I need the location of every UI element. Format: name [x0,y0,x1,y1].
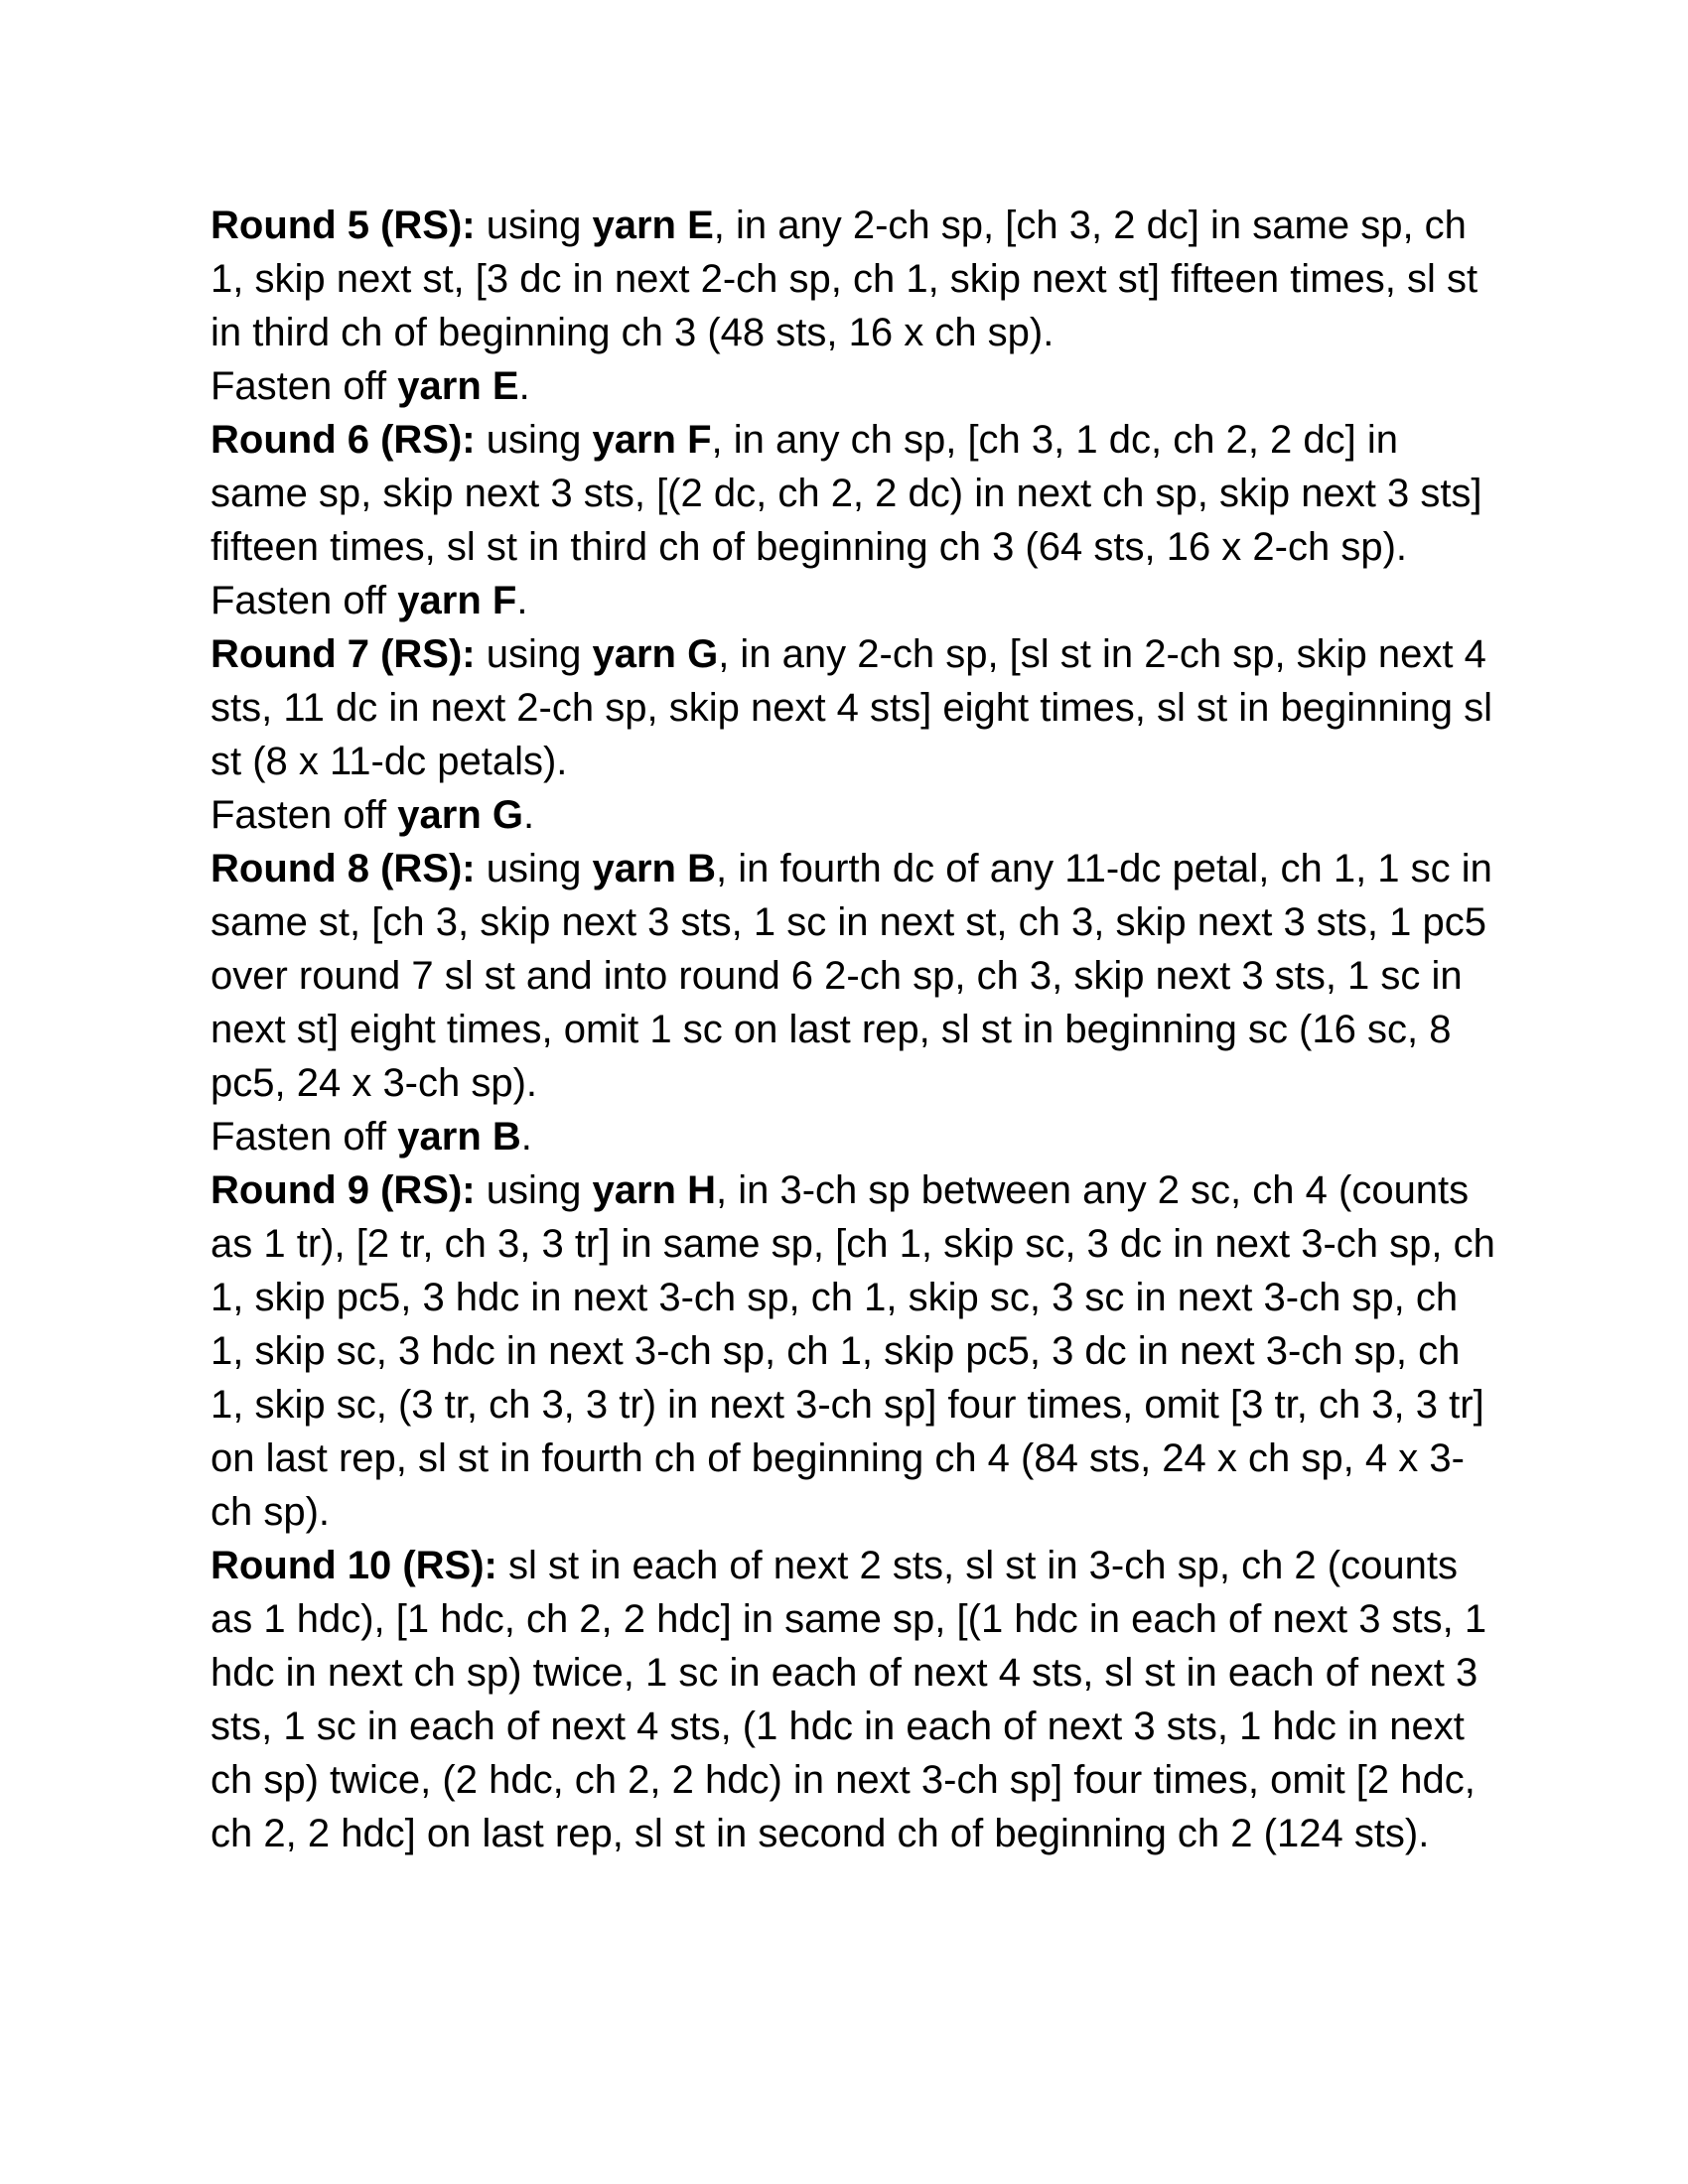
round-6-heading: Round 6 (RS): [211,418,476,462]
round-9-instructions: , in 3-ch sp between any 2 sc, ch 4 (counts as 1 tr), [2 tr, ch 3, 3 tr] in same sp, [ch 1, skip sc, 3 dc in next 3-ch sp, ch 1, skip pc5, 3 hdc in next 3-ch sp, ch 1, skip sc, 3 sc in next 3-ch sp, ch 1, skip sc, 3 hdc in next 3-ch sp, ch 1, skip pc5, 3 dc in next 3-ch sp, ch 1, skip sc, (3 tr, ch 3, 3 tr) in next 3-ch sp] four times, omit [3 tr, ch 3, 3 tr] on last rep, sl st in fourth ch of beginning ch 4 (84 sts, 24 x ch sp, 4 x 3-ch sp). [211,1168,1495,1534]
round-6-paragraph [211,413,1501,574]
round-10-paragraph [211,1539,1501,1860]
pattern-document [211,199,1501,1860]
round-5-instructions: , in any 2-ch sp, [ch 3, 2 dc] in same sp, ch 1, skip next st, [3 dc in next 2-ch sp, ch 1, skip next st] fifteen times, sl st in third ch of beginning ch 3 (48 sts, 16 x ch sp). [211,204,1478,354]
round-9-paragraph [211,1163,1501,1539]
round-5-heading: Round 5 (RS): [211,204,476,247]
round-7-using: using [475,632,593,676]
round-6-yarn: yarn F [592,418,712,462]
fasten-off-period: . [520,1115,532,1159]
round-8-instructions: , in fourth dc of any 11-dc petal, ch 1, 1 sc in same st, [ch 3, skip next 3 sts, 1 sc in next st, ch 3, skip next 3 sts, 1 pc5 over round 7 sl st and into round 6 2-ch sp, ch 3, skip next 3 sts, 1 sc in next st] eight times, omit 1 sc on last rep, sl st in beginning sc (16 sc, 8 pc5, 24 x 3-ch sp). [211,847,1492,1105]
round-10-instructions: sl st in each of next 2 sts, sl st in 3-ch sp, ch 2 (counts as 1 hdc), [1 hdc, ch 2, 2 hdc] in same sp, [(1 hdc in each of next 3 sts, 1 hdc in next ch sp) twice, 1 sc in each of next 4 sts, sl st in each of next 3 sts, 1 sc in each of next 4 sts, (1 hdc in each of next 3 sts, 1 hdc in next ch sp) twice, (2 hdc, ch 2, 2 hdc) in next 3-ch sp] four times, omit [2 hdc, ch 2, 2 hdc] on last rep, sl st in second ch of beginning ch 2 (124 sts). [211,1544,1487,1855]
round-7-fasten-off [211,788,1501,842]
round-8-paragraph [211,842,1501,1110]
fasten-off-label: Fasten off [211,364,398,408]
fasten-off-period: . [518,364,530,408]
fasten-off-yarn: yarn G [397,793,523,837]
round-5-using: using [475,204,593,247]
round-5-yarn: yarn E [592,204,714,247]
round-10-heading: Round 10 (RS): [211,1544,497,1587]
round-8-yarn: yarn B [592,847,716,890]
round-9-heading: Round 9 (RS): [211,1168,476,1212]
round-6-using: using [475,418,593,462]
round-7-yarn: yarn G [592,632,719,676]
round-9-using: using [475,1168,593,1212]
round-9-yarn: yarn H [592,1168,716,1212]
fasten-off-label: Fasten off [211,793,398,837]
fasten-off-label: Fasten off [211,1115,398,1159]
round-5-paragraph [211,199,1501,359]
round-6-fasten-off [211,574,1501,627]
round-7-paragraph [211,627,1501,788]
round-8-heading: Round 8 (RS): [211,847,476,890]
fasten-off-yarn: yarn F [397,579,517,622]
round-7-instructions: , in any 2-ch sp, [sl st in 2-ch sp, skip next 4 sts, 11 dc in next 2-ch sp, skip next 4 sts] eight times, sl st in beginning sl st (8 x 11-dc petals). [211,632,1492,783]
fasten-off-label: Fasten off [211,579,398,622]
fasten-off-period: . [522,793,535,837]
fasten-off-yarn: yarn B [397,1115,521,1159]
round-7-heading: Round 7 (RS): [211,632,476,676]
round-8-fasten-off [211,1110,1501,1163]
round-5-fasten-off [211,359,1501,413]
round-6-instructions: , in any ch sp, [ch 3, 1 dc, ch 2, 2 dc] in same sp, skip next 3 sts, [(2 dc, ch 2, 2 dc) in next ch sp, skip next 3 sts] fifteen times, sl st in third ch of beginning ch 3 (64 sts, 16 x 2-ch sp). [211,418,1482,569]
round-8-using: using [475,847,593,890]
fasten-off-yarn: yarn E [397,364,519,408]
fasten-off-period: . [516,579,528,622]
